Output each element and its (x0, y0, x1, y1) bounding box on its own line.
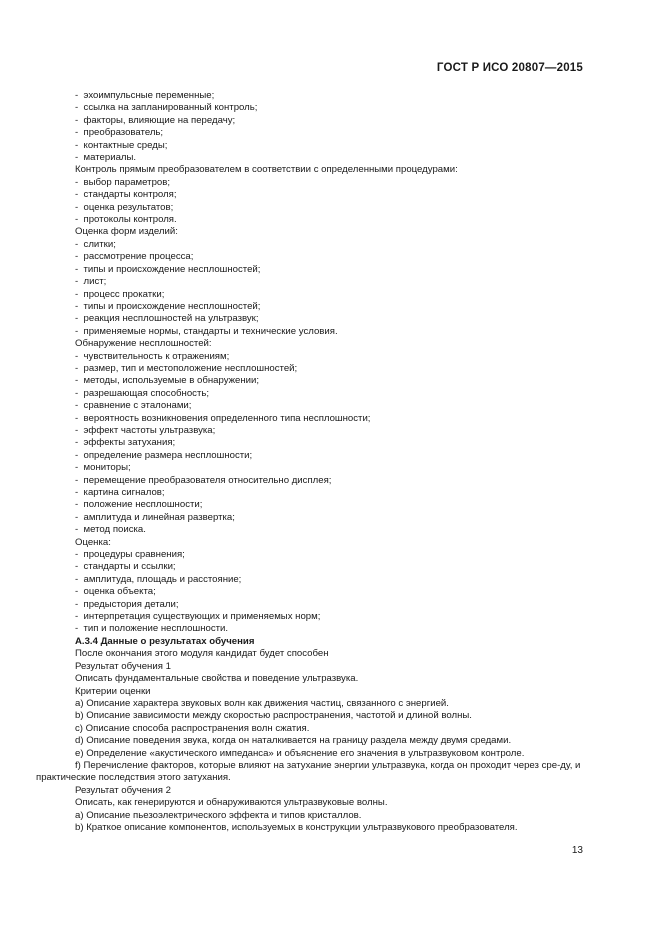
list-item: - амплитуда и линейная развертка; (75, 512, 590, 524)
list-item: - выбор параметров; (75, 177, 590, 189)
list-item: - эффекты затухания; (75, 437, 590, 449)
paragraph: a) Описание характера звуковых волн как движения частиц, связанного с энергией. (75, 697, 449, 709)
list-item: - метод поиска. (75, 524, 590, 536)
standard-header: ГОСТ Р ИСО 20807—2015 (436, 62, 583, 74)
paragraph: Результат обучения 1 (75, 660, 171, 672)
list-item: - рассмотрение процесса; (75, 251, 590, 263)
paragraph: Оценка: (75, 536, 111, 548)
paragraph: b) Описание зависимости между скоростью распространения, частотой и длиной волны. (75, 710, 472, 722)
paragraph: d) Описание поведения звука, когда он наталкивается на границу раздела между двумя средами. (75, 735, 512, 747)
list-item: - контактные среды; (75, 140, 590, 152)
list-item: - вероятность возникновения определенного типа несплошности; (75, 413, 590, 425)
list-item: - стандарты и ссылки; (75, 561, 590, 573)
list-item: - определение размера несплошности; (75, 450, 590, 462)
list-item: - чувствительность к отражениям; (75, 351, 590, 363)
list-item: - перемещение преобразователя относительно дисплея; (75, 475, 590, 487)
paragraph: Описать фундаментальные свойства и поведение ультразвука. (75, 673, 359, 685)
list-item: - оценка объекта; (75, 586, 590, 598)
list-item: - сравнение с эталонами; (75, 400, 590, 412)
list-item: - ссылка на запланированный контроль; (75, 102, 590, 114)
list-item: - эхоимпульсные переменные; (75, 90, 590, 102)
list-item: - амплитуда, площадь и расстояние; (75, 574, 590, 586)
list-item: - преобразователь; (75, 127, 590, 139)
list-item: - типы и происхождение несплошностей; (75, 264, 590, 276)
list-item: - мониторы; (75, 462, 590, 474)
paragraph: Критерии оценки (75, 685, 151, 697)
paragraph: a) Описание пьезоэлектрического эффекта и типов кристаллов. (75, 809, 362, 821)
list-item: - процесс прокатки; (75, 289, 590, 301)
list-item: - разрешающая способность; (75, 388, 590, 400)
list-item: - материалы. (75, 152, 590, 164)
list-item: - применяемые нормы, стандарты и технические условия. (75, 326, 590, 338)
list-item: - эффект частоты ультразвука; (75, 425, 590, 437)
list-item: - типы и происхождение несплошностей; (75, 301, 590, 313)
list-item: - интерпретация существующих и применяемых норм; (75, 611, 590, 623)
list-item: - протоколы контроля. (75, 214, 590, 226)
list-item: - реакция несплошностей на ультразвук; (75, 313, 590, 325)
paragraph: Обнаружение несплошностей: (75, 338, 212, 350)
list-item: - картина сигналов; (75, 487, 590, 499)
list-item: - лист; (75, 276, 590, 288)
list-item: - положение несплошности; (75, 499, 590, 511)
list-item: - размер, тип и местоположение несплошностей; (75, 363, 590, 375)
list-item: - процедуры сравнения; (75, 549, 590, 561)
paragraph: Оценка форм изделий: (75, 226, 178, 238)
section-heading: А.3.4 Данные о результатах обучения (75, 635, 255, 647)
list-item: - слитки; (75, 239, 590, 251)
paragraph: Контроль прямым преобразователем в соответствии с определенными процедурами: (75, 164, 458, 176)
paragraph: e) Определение «акустического импеданса» и объяснение его значения в ультразвуковом контроле. (75, 747, 525, 759)
list-item: - стандарты контроля; (75, 189, 590, 201)
paragraph: Описать, как генерируются и обнаруживаются ультразвуковые волны. (75, 797, 388, 809)
list-item: - тип и положение несплошности. (75, 623, 590, 635)
list-item: - оценка результатов; (75, 202, 590, 214)
paragraph: Результат обучения 2 (75, 784, 171, 796)
document-body (36, 90, 590, 834)
paragraph: c) Описание способа распространения волн сжатия. (75, 722, 310, 734)
list-item: - факторы, влияющие на передачу; (75, 115, 590, 127)
paragraph: После окончания этого модуля кандидат будет способен (75, 648, 329, 660)
list-item: - методы, используемые в обнаружении; (75, 375, 590, 387)
list-item: - предыстория детали; (75, 599, 590, 611)
paragraph: f) Перечисление факторов, которые влияют на затухание энергии ультразвука, когда он проходит через сре-ду, и практические последствия этого затухания. (36, 759, 581, 784)
paragraph: b) Краткое описание компонентов, используемых в конструкции ультразвукового преобразователя. (75, 822, 518, 833)
page-number: 13 (571, 845, 583, 856)
